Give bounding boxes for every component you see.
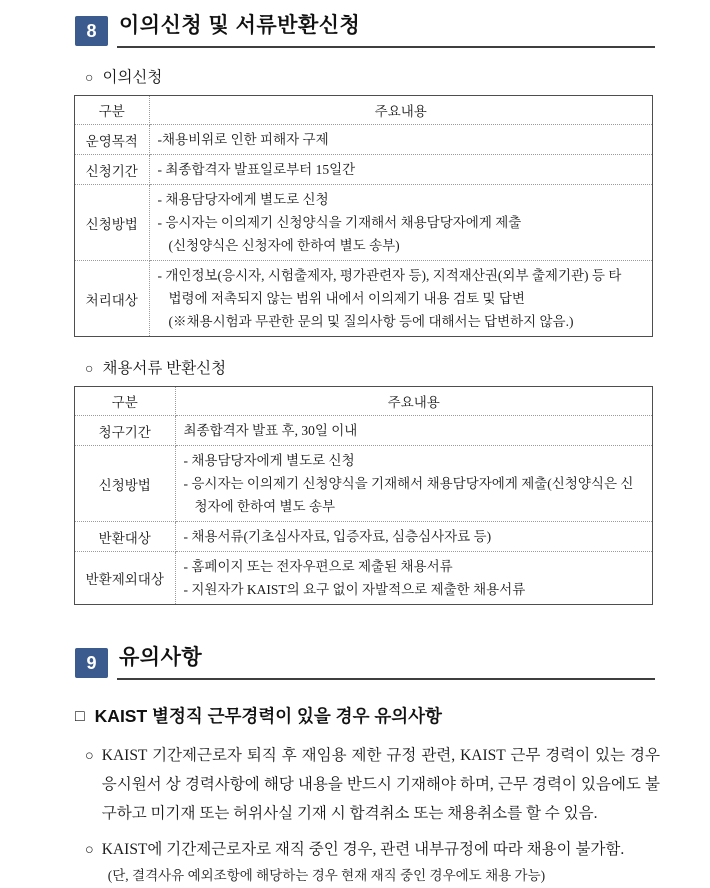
row-label: 반환대상 <box>75 522 175 552</box>
row-label: 신청방법 <box>75 185 149 261</box>
content-line: (※채용시험과 무관한 문의 및 질의사항 등에 대해서는 답변하지 않음.) <box>168 314 574 329</box>
row-content <box>149 155 652 185</box>
table-row <box>75 261 652 337</box>
row-content <box>175 522 652 552</box>
content-line: - 응시자는 이의제기 신청양식을 기재해서 채용담당자에게 제출(신청양식은 신 <box>183 476 634 491</box>
section-9-number-badge: 9 <box>75 648 108 678</box>
table-row <box>75 125 652 155</box>
row-label: 청구기간 <box>75 416 175 446</box>
document-return-subsection-heading <box>85 356 710 378</box>
content-line: - 채용서류(기초심사자료, 입증자료, 심층심사자료 등) <box>183 529 492 544</box>
circle-bullet-icon: ○ <box>85 748 94 764</box>
row-content <box>149 261 652 337</box>
column-header-content: 주요내용 <box>149 96 652 125</box>
notice-paragraph-text: KAIST 기간제근로자 퇴직 후 재임용 제한 규정 관련, KAIST 근무 경력이 있는 경우 응시원서 상 경력사항에 해당 내용을 반드시 기재해야 하며, 근무 경력이 있음에도 불구하고 미기재 또는 허위사실 기재 시 합격취소 또는 채용취소를 할 수 있음. <box>101 747 660 822</box>
column-header-content: 주요내용 <box>175 387 652 416</box>
content-line: 최종합격자 발표 후, 30일 이내 <box>183 423 358 438</box>
table-row <box>75 446 652 522</box>
table-row <box>75 552 652 605</box>
section-8-number-badge: 8 <box>75 16 108 46</box>
kaist-experience-notice-heading-text: KAIST 별정직 근무경력이 있을 경우 유의사항 <box>94 706 442 726</box>
kaist-experience-notice-heading <box>75 703 670 728</box>
table-row <box>75 416 652 446</box>
column-header-category: 구분 <box>75 96 149 125</box>
notice-paragraph-note: (단, 결격사유 예외조항에 해당하는 경우 현재 재직 중인 경우에도 채용 가능) <box>107 868 546 883</box>
row-label: 처리대상 <box>75 261 149 337</box>
row-content <box>149 185 652 261</box>
circle-bullet-icon: ○ <box>85 71 94 86</box>
objection-table <box>74 95 653 337</box>
table-header-row <box>75 96 652 125</box>
content-line: - 최종합격자 발표일로부터 15일간 <box>157 162 356 177</box>
content-line: 청자에 한하여 별도 송부 <box>194 499 336 514</box>
row-content <box>175 416 652 446</box>
row-content <box>175 446 652 522</box>
content-line: (신청양식은 신청자에 한하여 별도 송부) <box>168 238 400 253</box>
column-header-category: 구분 <box>75 387 175 416</box>
content-line: -채용비위로 인한 피해자 구제 <box>157 132 329 147</box>
section-9-title-underline <box>117 641 655 680</box>
content-line: - 응시자는 이의제기 신청양식을 기재해서 채용담당자에게 제출 <box>157 215 522 230</box>
content-line: 법령에 저촉되지 않는 범위 내에서 이의제기 내용 검토 및 답변 <box>168 291 525 306</box>
notice-paragraph <box>85 835 660 888</box>
square-bullet-icon: □ <box>75 708 85 725</box>
row-content <box>175 552 652 605</box>
content-line: - 채용담당자에게 별도로 신청 <box>157 192 329 207</box>
notice-paragraph <box>85 741 660 828</box>
table-row <box>75 522 652 552</box>
circle-bullet-icon: ○ <box>85 842 94 858</box>
content-line: - 홈페이지 또는 전자우편으로 제출된 채용서류 <box>183 559 453 574</box>
notice-paragraph-body <box>102 835 660 888</box>
content-line: - 개인정보(응시자, 시험출제자, 평가관련자 등), 지적재산권(외부 출제기관) 등 타 <box>157 268 622 283</box>
section-9-title: 유의사항 <box>119 646 203 669</box>
document-return-table <box>74 386 653 605</box>
table-row <box>75 155 652 185</box>
table-header-row <box>75 387 652 416</box>
content-line: - 지원자가 KAIST의 요구 없이 자발적으로 제출한 채용서류 <box>183 582 526 597</box>
row-label: 신청방법 <box>75 446 175 522</box>
row-content <box>149 125 652 155</box>
document-return-subsection-label: 채용서류 반환신청 <box>102 360 227 377</box>
objection-subsection-label: 이의신청 <box>102 69 163 86</box>
row-label: 반환제외대상 <box>75 552 175 605</box>
content-line: - 채용담당자에게 별도로 신청 <box>183 453 355 468</box>
row-label: 신청기간 <box>75 155 149 185</box>
circle-bullet-icon: ○ <box>85 362 94 377</box>
section-8-title: 이의신청 및 서류반환신청 <box>119 14 361 37</box>
section-9-header <box>75 641 655 680</box>
section-8-title-underline <box>117 9 655 48</box>
section-8-header <box>75 0 655 48</box>
objection-subsection-heading <box>85 65 710 87</box>
row-label: 운영목적 <box>75 125 149 155</box>
notice-paragraph-text: KAIST에 기간제근로자로 재직 중인 경우, 관련 내부규정에 따라 채용이 불가함. <box>101 841 625 858</box>
table-row <box>75 185 652 261</box>
